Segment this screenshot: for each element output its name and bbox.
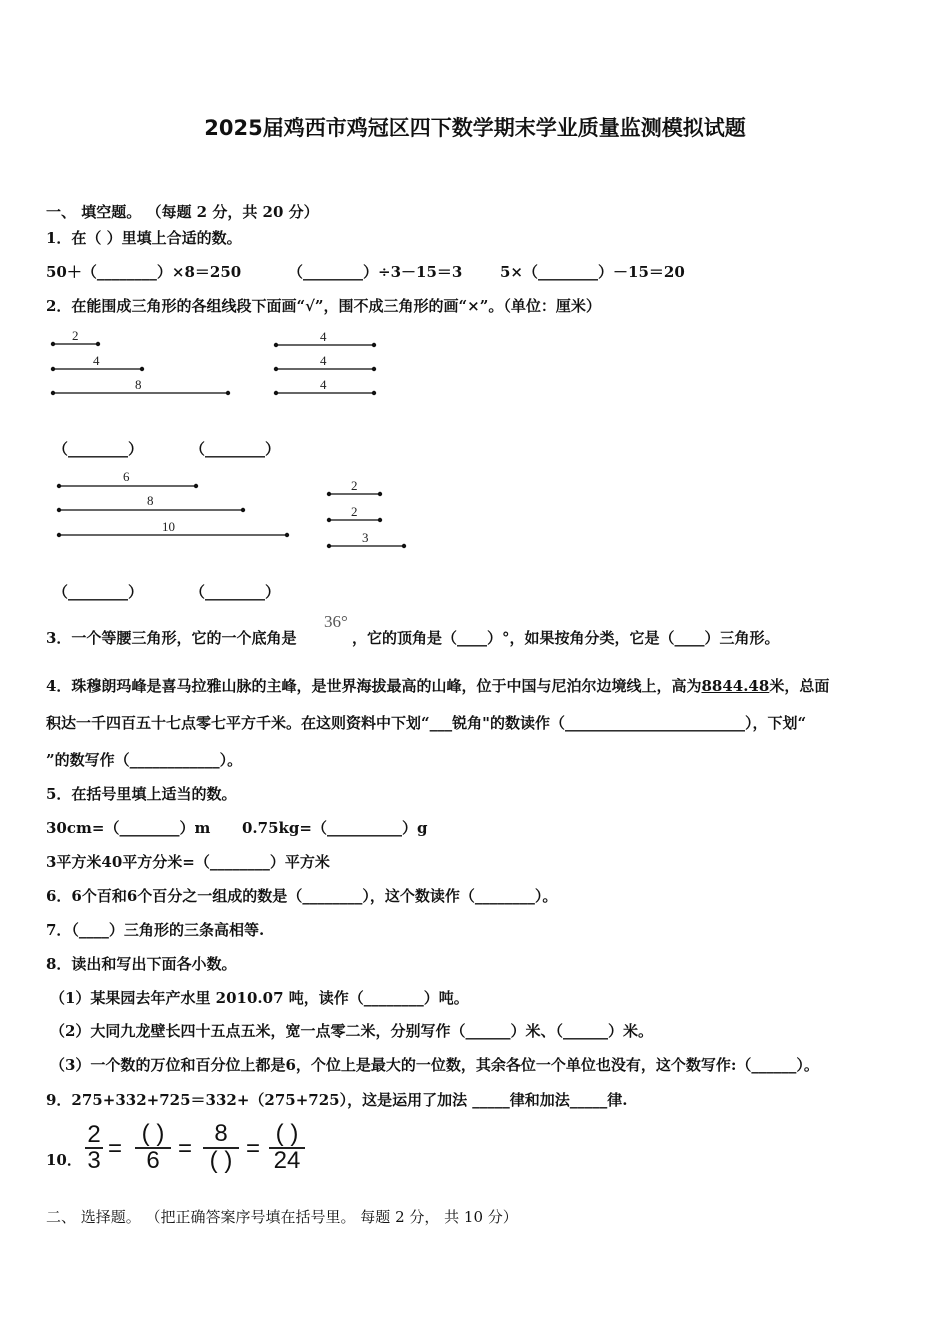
segment-label: 6 [123, 469, 130, 484]
equals-sign: = [178, 1135, 193, 1162]
segment-label: 2 [351, 504, 358, 519]
question-4-line-1 [46, 676, 829, 696]
segment-group-3 [57, 469, 289, 537]
equals-sign: = [108, 1135, 123, 1162]
question-1b: （________）÷3－15＝3 [288, 263, 463, 281]
segment-label: 2 [72, 328, 79, 343]
segment-figures [0, 0, 950, 620]
question-5b: 0.75kg=（__________）g [242, 819, 428, 837]
question-1c: 5×（________）－15＝20 [500, 263, 685, 281]
numerator-blank: ( ) [141, 1120, 165, 1147]
equals-sign: = [246, 1135, 261, 1162]
denominator-blank: ( ) [209, 1147, 233, 1174]
denominator: 6 [146, 1147, 160, 1174]
answer-blank-group-1: （________） [53, 440, 144, 458]
section-1-heading: 一、 填空题。 （每题 2 分，共 20 分） [46, 203, 319, 221]
segment-label: 8 [135, 377, 142, 392]
segment-group-1 [51, 328, 230, 395]
segment-label: 10 [162, 519, 175, 534]
numerator: 8 [214, 1120, 228, 1147]
denominator: 3 [87, 1147, 101, 1174]
question-8-part-2: （2）大同九龙壁长四十五点五米，宽一点零二米，分别写作（______）米、（______）米。 [50, 1022, 653, 1040]
question-3-part-b: ，它的顶角是（____）°，如果按角分类，它是（____）三角形。 [352, 629, 780, 647]
angle-value: 36° [324, 612, 348, 631]
segment-label: 4 [93, 353, 100, 368]
segment-group-2 [274, 329, 376, 395]
segment-label: 4 [320, 377, 327, 392]
numerator-blank: ( ) [275, 1120, 299, 1147]
question-5: 5．在括号里填上适当的数。 [46, 785, 237, 803]
question-5a: 30cm=（________）m [46, 819, 211, 837]
question-8-part-3: （3）一个数的万位和百分位上都是6，个位上是最大的一位数，其余各位一个单位也没有，这个数写作:（______）。 [50, 1056, 819, 1074]
question-10-label: 10． [46, 1151, 82, 1169]
question-6: 6．6个百和6个百分之一组成的数是（________），这个数读作（________）。 [46, 887, 558, 905]
segment-label: 8 [147, 493, 154, 508]
question-4-text-b: 米，总面 [769, 677, 830, 695]
question-8-part-1: （1）某果园去年产水里 2010.07 吨，读作（________）吨。 [50, 989, 469, 1007]
question-5c: 3平方米40平方分米=（________）平方米 [46, 853, 330, 871]
question-3-part-a: 3．一个等腰三角形，它的一个底角是 [46, 629, 297, 647]
question-4-line-2: 积达一千四百五十七点零七平方千米。在这则资料中下划“___锐角"的数读作（________________________），下划“ [46, 714, 807, 732]
question-8: 8．读出和写出下面各小数。 [46, 955, 237, 973]
question-7: 7．（____）三角形的三条高相等. [46, 921, 265, 939]
segment-label: 2 [351, 478, 358, 493]
answer-blank-group-3: （________） [53, 583, 144, 601]
question-4-text-a: 4．珠穆朗玛峰是喜马拉雅山脉的主峰，是世界海拔最高的山峰，位于中国与尼泊尔边境线上，高为 [46, 677, 702, 695]
segment-label: 3 [362, 530, 369, 545]
question-9: 9．275+332+725＝332+（275+725），这是运用了加法 _____律和加法_____律. [46, 1091, 628, 1109]
answer-blank-group-2: （________） [190, 440, 281, 458]
segment-label: 4 [320, 329, 327, 344]
segment-label: 4 [320, 353, 327, 368]
numerator: 2 [87, 1121, 101, 1148]
segment-group-4 [327, 478, 406, 548]
question-4-line-3: ”的数写作（____________）。 [46, 751, 243, 769]
denominator: 24 [273, 1147, 301, 1174]
section-2-heading: 二、 选择题。 （把正确答案序号填在括号里。 每题 2 分， 共 10 分） [46, 1208, 518, 1226]
page-title: 2025届鸡西市鸡冠区四下数学期末学业质量监测模拟试题 [204, 116, 746, 140]
question-1: 1．在（ ）里填上合适的数。 [46, 229, 242, 247]
question-2: 2．在能围成三角形的各组线段下面画“√”，围不成三角形的画“×”。（单位：厘米） [46, 297, 601, 315]
answer-blank-group-4: （________） [190, 583, 281, 601]
question-1a: 50＋（________）×8＝250 [46, 263, 242, 281]
height-value: 8844.48 [701, 677, 770, 695]
